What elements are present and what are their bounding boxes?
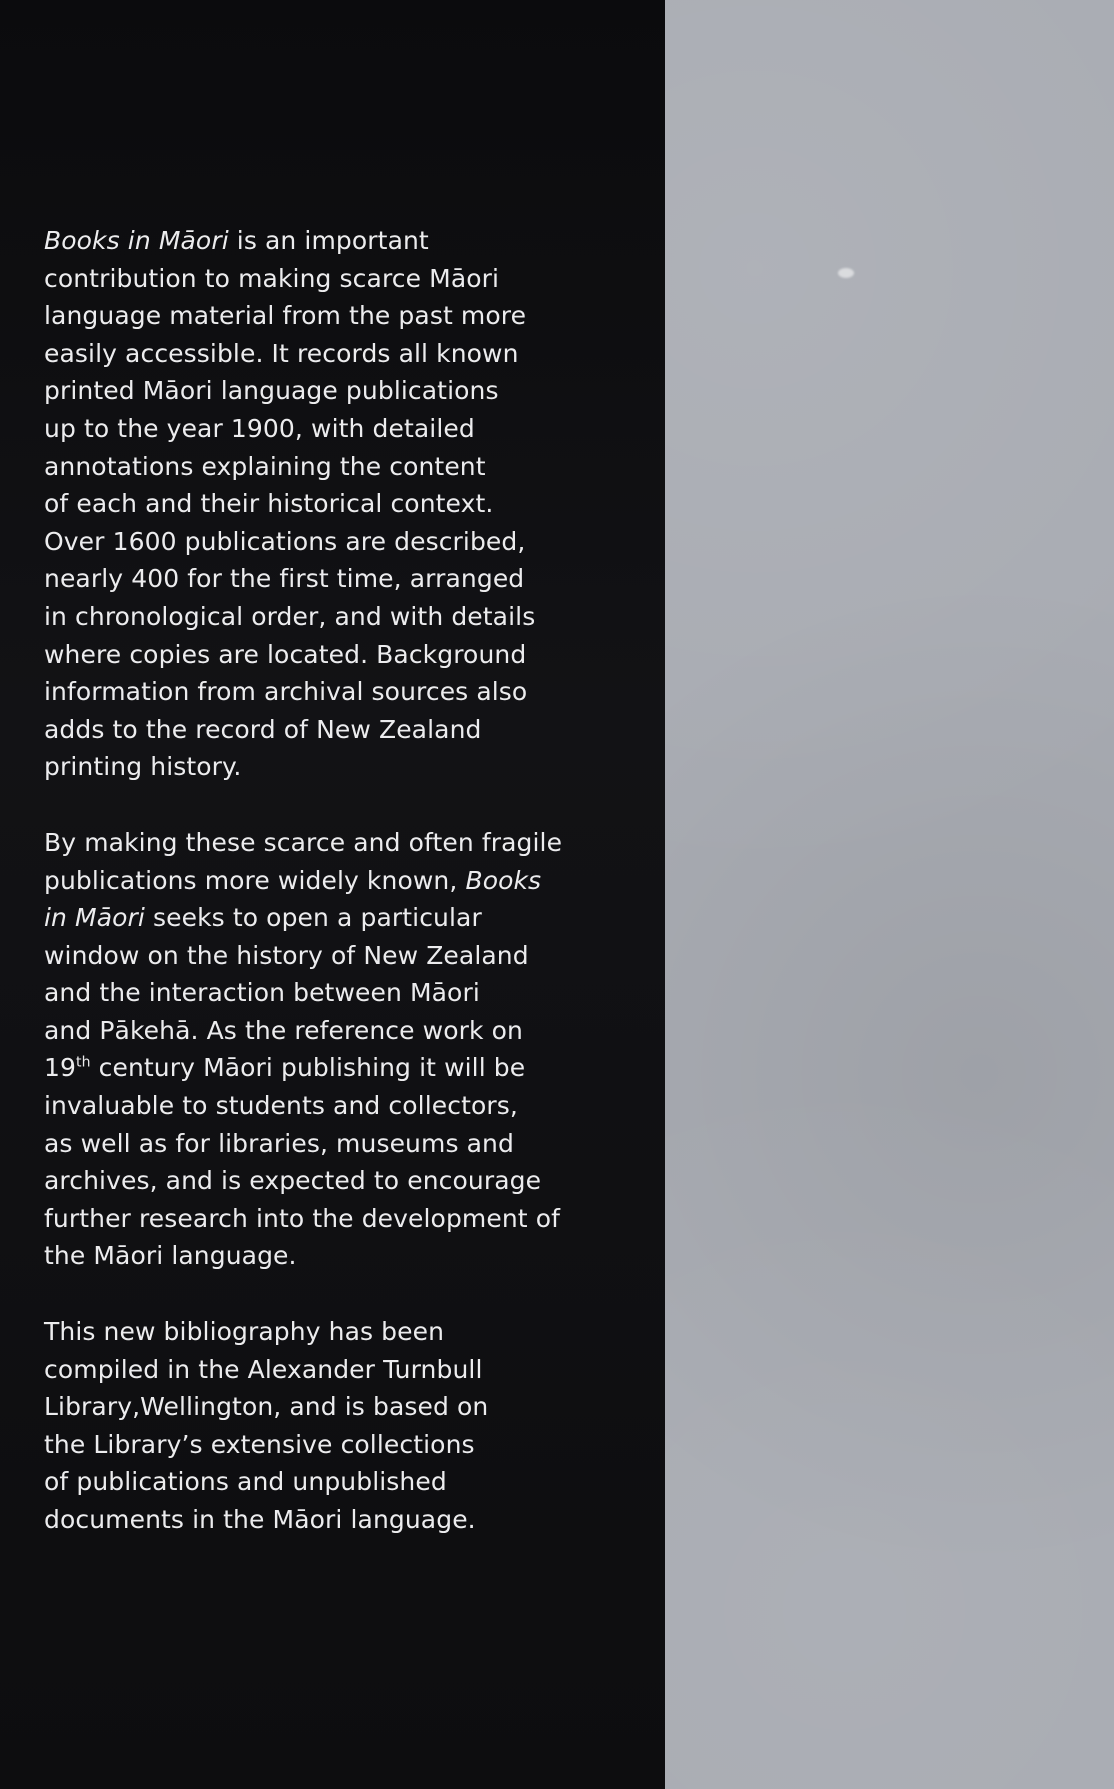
- line: annotations explaining the content: [44, 451, 486, 481]
- paper-speck: [838, 268, 854, 278]
- line: and Pākehā. As the reference work on: [44, 1015, 523, 1045]
- line: [44, 899, 624, 937]
- century-superscript: th: [76, 1055, 91, 1072]
- line: where copies are located. Background: [44, 639, 527, 669]
- title-italic: Books in Māori: [44, 226, 229, 255]
- line-text: publications more widely known,: [44, 865, 458, 895]
- paragraph-1: [44, 222, 624, 786]
- century-number: 19: [44, 1053, 77, 1083]
- line: contribution to making scarce Māori: [44, 263, 500, 293]
- line: further research into the development of: [44, 1203, 561, 1233]
- paragraph-3: [44, 1313, 624, 1539]
- line: information from archival sources also: [44, 677, 528, 707]
- line: Library,Wellington, and is based on: [44, 1392, 489, 1422]
- line: of each and their historical context.: [44, 489, 494, 519]
- line: the Library’s extensive collections: [44, 1429, 475, 1459]
- line: invaluable to students and collectors,: [44, 1091, 518, 1121]
- line: printed Māori language publications: [44, 376, 499, 406]
- line: [44, 862, 624, 900]
- grey-paper-panel: [665, 0, 1114, 1789]
- title-italic: in Māori: [44, 903, 145, 933]
- line: language material from the past more: [44, 301, 527, 331]
- line: compiled in the Alexander Turnbull: [44, 1354, 483, 1384]
- line: of publications and unpublished: [44, 1467, 447, 1497]
- line: and the interaction between Māori: [44, 978, 480, 1008]
- line: documents in the Māori language.: [44, 1505, 476, 1534]
- line-text: is an important: [236, 226, 429, 255]
- line-text: century Māori publishing it will be: [98, 1053, 526, 1083]
- line: as well as for libraries, museums and: [44, 1128, 514, 1158]
- line: Over 1600 publications are described,: [44, 526, 526, 556]
- line: By making these scarce and often fragile: [44, 827, 563, 857]
- line: window on the history of New Zealand: [44, 940, 529, 970]
- line: easily accessible. It records all known: [44, 338, 519, 368]
- line: printing history.: [44, 752, 242, 782]
- line: archives, and is expected to encourage: [44, 1166, 542, 1196]
- title-italic: Books: [465, 865, 542, 895]
- line: [44, 1049, 624, 1087]
- line: This new bibliography has been: [44, 1317, 445, 1347]
- paragraph-2: [44, 824, 624, 1275]
- line: in chronological order, and with details: [44, 601, 536, 631]
- line: the Māori language.: [44, 1241, 297, 1271]
- line-text: seeks to open a particular: [153, 903, 482, 933]
- line: adds to the record of New Zealand: [44, 714, 482, 744]
- line: [44, 222, 624, 260]
- line: nearly 400 for the first time, arranged: [44, 564, 525, 594]
- blurb-text: [44, 222, 624, 1577]
- line: up to the year 1900, with detailed: [44, 413, 475, 443]
